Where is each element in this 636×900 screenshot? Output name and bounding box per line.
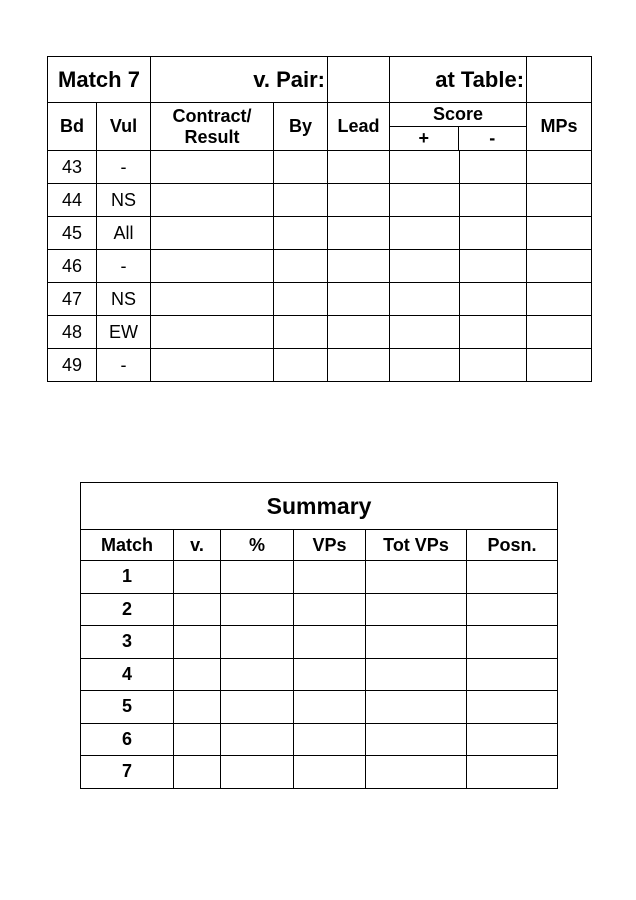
summary-row	[81, 561, 558, 594]
contract-field[interactable]	[151, 283, 274, 316]
vulnerability: -	[97, 250, 151, 283]
summary-v-field[interactable]	[174, 626, 221, 659]
board-number: 49	[48, 349, 97, 382]
summary-v-field[interactable]	[174, 658, 221, 691]
summary-v-field[interactable]	[174, 561, 221, 594]
vulnerability: EW	[97, 316, 151, 349]
score-minus-field[interactable]	[460, 349, 527, 382]
score-plus-field[interactable]	[390, 349, 460, 382]
lead-field[interactable]	[328, 250, 390, 283]
board-number: 48	[48, 316, 97, 349]
by-field[interactable]	[274, 283, 328, 316]
summary-pct-field[interactable]	[221, 593, 294, 626]
mps-field[interactable]	[527, 184, 592, 217]
contract-field[interactable]	[151, 349, 274, 382]
summary-header-pct: %	[221, 530, 294, 561]
summary-header-v: v.	[174, 530, 221, 561]
score-minus-field[interactable]	[460, 250, 527, 283]
summary-vps-field[interactable]	[294, 658, 366, 691]
summary-match-number: 4	[81, 658, 174, 691]
mps-field[interactable]	[527, 283, 592, 316]
summary-posn-field[interactable]	[467, 691, 558, 724]
summary-v-field[interactable]	[174, 691, 221, 724]
summary-vps-field[interactable]	[294, 691, 366, 724]
vulnerability: NS	[97, 184, 151, 217]
summary-v-field[interactable]	[174, 593, 221, 626]
contract-field[interactable]	[151, 184, 274, 217]
score-plus-field[interactable]	[390, 283, 460, 316]
summary-vps-field[interactable]	[294, 593, 366, 626]
table-label: at Table:	[390, 57, 527, 103]
summary-pct-field[interactable]	[221, 723, 294, 756]
vulnerability: All	[97, 217, 151, 250]
header-contract	[151, 103, 274, 151]
lead-field[interactable]	[328, 316, 390, 349]
summary-row	[81, 756, 558, 789]
header-mps: MPs	[527, 103, 592, 151]
summary-title: Summary	[81, 483, 558, 530]
by-field[interactable]	[274, 349, 328, 382]
board-row	[48, 349, 592, 382]
summary-header-posn: Posn.	[467, 530, 558, 561]
header-score-minus: -	[489, 128, 496, 148]
summary-pct-field[interactable]	[221, 658, 294, 691]
lead-field[interactable]	[328, 184, 390, 217]
by-field[interactable]	[274, 250, 328, 283]
board-row	[48, 250, 592, 283]
summary-header-vps: VPs	[294, 530, 366, 561]
summary-row	[81, 626, 558, 659]
summary-vps-field[interactable]	[294, 723, 366, 756]
mps-field[interactable]	[527, 217, 592, 250]
summary-match-number: 6	[81, 723, 174, 756]
summary-match-number: 5	[81, 691, 174, 724]
board-number: 46	[48, 250, 97, 283]
header-contract-line2: Result	[184, 126, 240, 147]
by-field[interactable]	[274, 316, 328, 349]
table-field[interactable]	[527, 57, 592, 103]
score-minus-field[interactable]	[460, 217, 527, 250]
summary-posn-field[interactable]	[467, 593, 558, 626]
summary-v-field[interactable]	[174, 756, 221, 789]
by-field[interactable]	[274, 217, 328, 250]
score-plus-field[interactable]	[390, 151, 460, 184]
header-score-label: Score	[390, 103, 526, 127]
summary-v-field[interactable]	[174, 723, 221, 756]
by-field[interactable]	[274, 151, 328, 184]
score-minus-field[interactable]	[460, 184, 527, 217]
vulnerability: -	[97, 349, 151, 382]
summary-posn-field[interactable]	[467, 723, 558, 756]
summary-vps-field[interactable]	[294, 626, 366, 659]
mps-field[interactable]	[527, 250, 592, 283]
board-number: 44	[48, 184, 97, 217]
header-contract-line1: Contract/	[172, 105, 252, 126]
score-plus-field[interactable]	[390, 184, 460, 217]
summary-pct-field[interactable]	[221, 756, 294, 789]
board-row	[48, 217, 592, 250]
header-score	[390, 103, 527, 151]
summary-table	[80, 482, 558, 789]
v-pair-label: v. Pair:	[151, 57, 328, 103]
summary-posn-field[interactable]	[467, 561, 558, 594]
score-minus-field[interactable]	[460, 151, 527, 184]
mps-field[interactable]	[527, 151, 592, 184]
score-plus-field[interactable]	[390, 217, 460, 250]
board-row	[48, 184, 592, 217]
board-row	[48, 316, 592, 349]
lead-field[interactable]	[328, 283, 390, 316]
summary-row	[81, 593, 558, 626]
contract-field[interactable]	[151, 217, 274, 250]
board-number: 45	[48, 217, 97, 250]
summary-totvps-field[interactable]	[366, 658, 467, 691]
mps-field[interactable]	[527, 316, 592, 349]
summary-header-row	[81, 530, 558, 561]
summary-match-number: 3	[81, 626, 174, 659]
summary-posn-field[interactable]	[467, 658, 558, 691]
header-vul: Vul	[97, 103, 151, 151]
contract-field[interactable]	[151, 250, 274, 283]
match-title: Match 7	[48, 57, 151, 103]
board-row	[48, 151, 592, 184]
contract-field[interactable]	[151, 151, 274, 184]
lead-field[interactable]	[328, 151, 390, 184]
summary-totvps-field[interactable]	[366, 626, 467, 659]
score-minus-field[interactable]	[460, 283, 527, 316]
header-score-plus: +	[390, 127, 459, 150]
summary-rows	[81, 561, 558, 789]
summary-match-number: 2	[81, 593, 174, 626]
vulnerability: -	[97, 151, 151, 184]
summary-pct-field[interactable]	[221, 561, 294, 594]
summary-row	[81, 658, 558, 691]
header-by: By	[274, 103, 328, 151]
header-lead: Lead	[328, 103, 390, 151]
board-number: 43	[48, 151, 97, 184]
summary-totvps-field[interactable]	[366, 756, 467, 789]
summary-posn-field[interactable]	[467, 756, 558, 789]
match-rows	[48, 151, 592, 382]
summary-row	[81, 723, 558, 756]
vulnerability: NS	[97, 283, 151, 316]
summary-totvps-field[interactable]	[366, 723, 467, 756]
summary-posn-field[interactable]	[467, 626, 558, 659]
summary-totvps-field[interactable]	[366, 593, 467, 626]
summary-pct-field[interactable]	[221, 691, 294, 724]
score-plus-field[interactable]	[390, 250, 460, 283]
summary-header-totvps: Tot VPs	[366, 530, 467, 561]
board-number: 47	[48, 283, 97, 316]
header-bd: Bd	[48, 103, 97, 151]
contract-field[interactable]	[151, 316, 274, 349]
summary-header-match: Match	[81, 530, 174, 561]
summary-pct-field[interactable]	[221, 626, 294, 659]
board-row	[48, 283, 592, 316]
mps-field[interactable]	[527, 349, 592, 382]
lead-field[interactable]	[328, 349, 390, 382]
summary-vps-field[interactable]	[294, 561, 366, 594]
summary-match-number: 7	[81, 756, 174, 789]
summary-totvps-field[interactable]	[366, 691, 467, 724]
summary-totvps-field[interactable]	[366, 561, 467, 594]
summary-row	[81, 691, 558, 724]
lead-field[interactable]	[328, 217, 390, 250]
summary-match-number: 1	[81, 561, 174, 594]
match-scorecard	[47, 56, 592, 382]
by-field[interactable]	[274, 184, 328, 217]
v-pair-field[interactable]	[328, 57, 390, 103]
score-minus-field[interactable]	[460, 316, 527, 349]
summary-vps-field[interactable]	[294, 756, 366, 789]
score-plus-field[interactable]	[390, 316, 460, 349]
